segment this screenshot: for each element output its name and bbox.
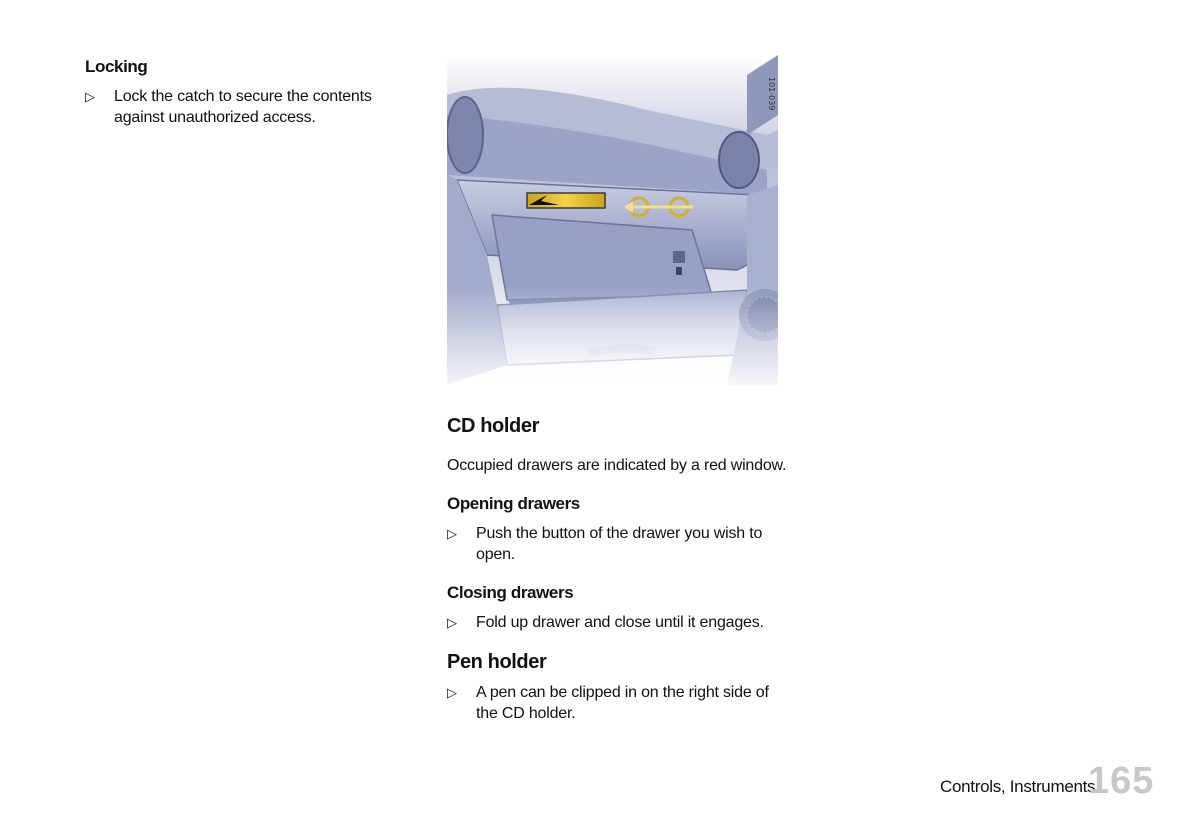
bullet-arrow-icon: ▷ — [447, 526, 457, 541]
bullet-arrow-icon: ▷ — [447, 615, 457, 630]
cd-holder-intro: Occupied drawers are indicated by a red window. — [447, 457, 787, 474]
locking-bullet — [85, 86, 425, 128]
bullet-arrow-icon: ▷ — [85, 89, 95, 104]
cd-holder-heading: CD holder — [447, 415, 539, 437]
glovebox-illustration — [447, 55, 778, 385]
opening-drawers-heading: Opening drawers — [447, 494, 580, 513]
bullet-arrow-icon: ▷ — [447, 685, 457, 700]
opening-drawers-bullet — [447, 523, 787, 565]
closing-drawers-bullet — [447, 612, 807, 633]
opening-drawers-text: Push the button of the drawer you wish to open. — [476, 525, 763, 563]
locking-bullet-text: Lock the catch to secure the contents against unauthorized access. — [114, 88, 372, 126]
closing-drawers-text: Fold up drawer and close until it engages. — [476, 614, 764, 631]
pen-holder-bullet — [447, 682, 787, 724]
page-number: 165 — [1088, 760, 1155, 802]
glovebox-drawing — [447, 55, 778, 385]
closing-drawers-heading: Closing drawers — [447, 583, 574, 602]
footer-section: Controls, Instruments — [940, 777, 1096, 796]
pen-holder-heading: Pen holder — [447, 651, 547, 673]
locking-heading: Locking — [85, 57, 148, 76]
pen-holder-text: A pen can be clipped in on the right side of the CD holder. — [476, 684, 769, 722]
